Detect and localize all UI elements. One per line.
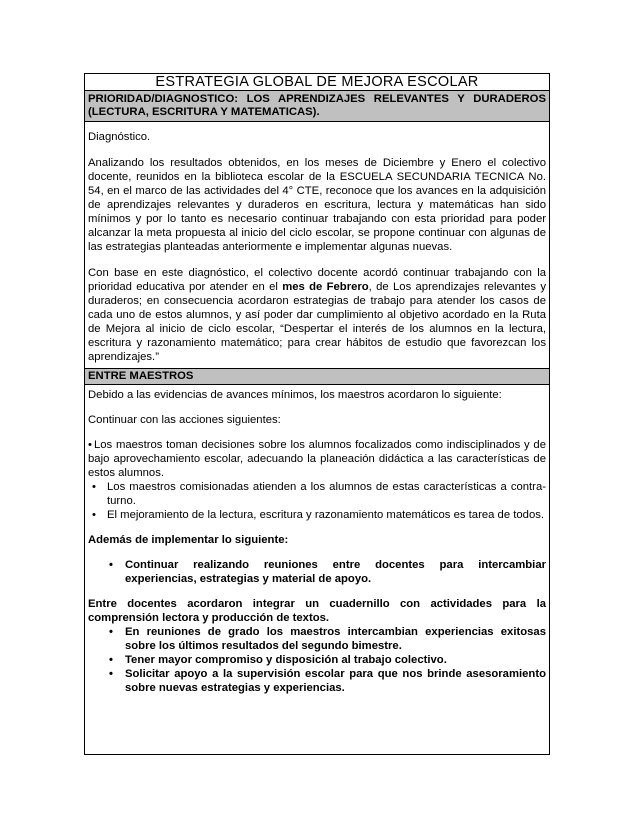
diagnostic-label: Diagnóstico. [88, 131, 151, 143]
list-item-text: Solicitar apoyo a la supervisión escolar para que nos brinde asesoramiento sobre nuevas estrategias y experiencias. [125, 668, 546, 694]
bullet-icon: • [109, 654, 113, 666]
section-header-entre-maestros: ENTRE MAESTROS [85, 368, 549, 385]
bullet-icon: • [92, 481, 96, 493]
diagnostic-paragraph-1: Analizando los resultados obtenidos, en los meses de Diciembre y Enero el colectivo docente, reunidos en la biblioteca escolar de la ESCUELA SECUNDARIA TECNICA No. 54, en el marco de las actividades del 4° CTE, reconoce que los avances en la adquisición de aprendizajes relevantes y duraderos en escritura, lectura y matemáticas han sido mínimos y por lo tanto es necesario continuar trabajando con esta prioridad para poder alcanzar la meta propuesta al inicio del ciclo escolar, se propone continuar con algunas de las estrategias planteadas anteriormente e implementar algunas nuevas. [88, 157, 546, 253]
list-item [88, 625, 546, 653]
additional-items-list [88, 558, 546, 586]
diagnostic-paragraph-2 [88, 266, 546, 364]
document-title: ESTRATEGIA GLOBAL DE MEJORA ESCOLAR [85, 74, 549, 91]
paragraph-2-before: Con base en este diagnóstico, el colectivo docente acordó continuar trabajando con la prioridad educativa por atender en el [88, 267, 546, 293]
list-item-text: El mejoramiento de la lectura, escritura y razonamiento matemáticos es tarea de todos. [107, 509, 545, 521]
bullet-icon: • [92, 509, 96, 521]
agreement-paragraph: Entre docentes acordaron integrar un cuadernillo con actividades para la comprensión lectora y producción de textos. [88, 598, 546, 624]
inline-bullet-text: Los maestros toman decisiones sobre los alumnos focalizados como indisciplinados y de bajo aprovechamiento escolar, adecuando la planeación didáctica a las características de estos alumnos. [88, 439, 546, 479]
list-item-text: En reuniones de grado los maestros intercambian experiencias exitosas sobre los últimos resultados del segundo bimestre. [125, 626, 546, 652]
bullet-icon: • [88, 439, 92, 451]
continue-label: Continuar con las acciones siguientes: [88, 414, 281, 426]
section-intro: Debido a las evidencias de avances mínimos, los maestros acordaron lo siguiente: [88, 389, 502, 401]
list-item [88, 653, 546, 667]
list-item-text: Los maestros comisionadas atienden a los alumnos de estas características a contra-turno. [107, 481, 546, 507]
list-item [88, 508, 546, 522]
paragraph-2-after: , de Los aprendizajes relevantes y duraderos; en consecuencia acordaron estrategias de trabajo para atender los casos de cada uno de estos alumnos, y así poder dar cumplimiento al objetivo acordado en la Ruta de Mejora al inicio de ciclo escolar, “Despertar el interés de los alumnos en la lectura, escritura y razonamiento matemático; para crear hábitos de estudio que favorezcan los aprendizajes.” [88, 281, 546, 363]
list-item [88, 558, 546, 586]
bullet-icon: • [109, 668, 113, 680]
entre-maestros-cell [85, 385, 549, 695]
inline-bullet-paragraph [88, 438, 546, 480]
list-item [88, 480, 546, 508]
additionally-label: Además de implementar lo siguiente: [88, 534, 289, 546]
paragraph-2-bold-month: mes de Febrero [282, 281, 369, 293]
bullet-icon: • [109, 626, 113, 638]
diagnostic-cell [85, 122, 549, 368]
actions-list [88, 480, 546, 522]
list-item-text: Tener mayor compromiso y disposición al trabajo colectivo. [125, 654, 447, 666]
agreement-items-list [88, 625, 546, 695]
list-item-text: Continuar realizando reuniones entre docentes para intercambiar experiencias, estrategias y material de apoyo. [125, 559, 546, 585]
bullet-icon: • [109, 559, 113, 571]
strategy-document-table [84, 73, 550, 755]
list-item [88, 667, 546, 695]
priority-header: PRIORIDAD/DIAGNOSTICO: LOS APRENDIZAJES RELEVANTES Y DURADEROS (LECTURA, ESCRITURA Y MATEMATICAS). [85, 91, 549, 122]
